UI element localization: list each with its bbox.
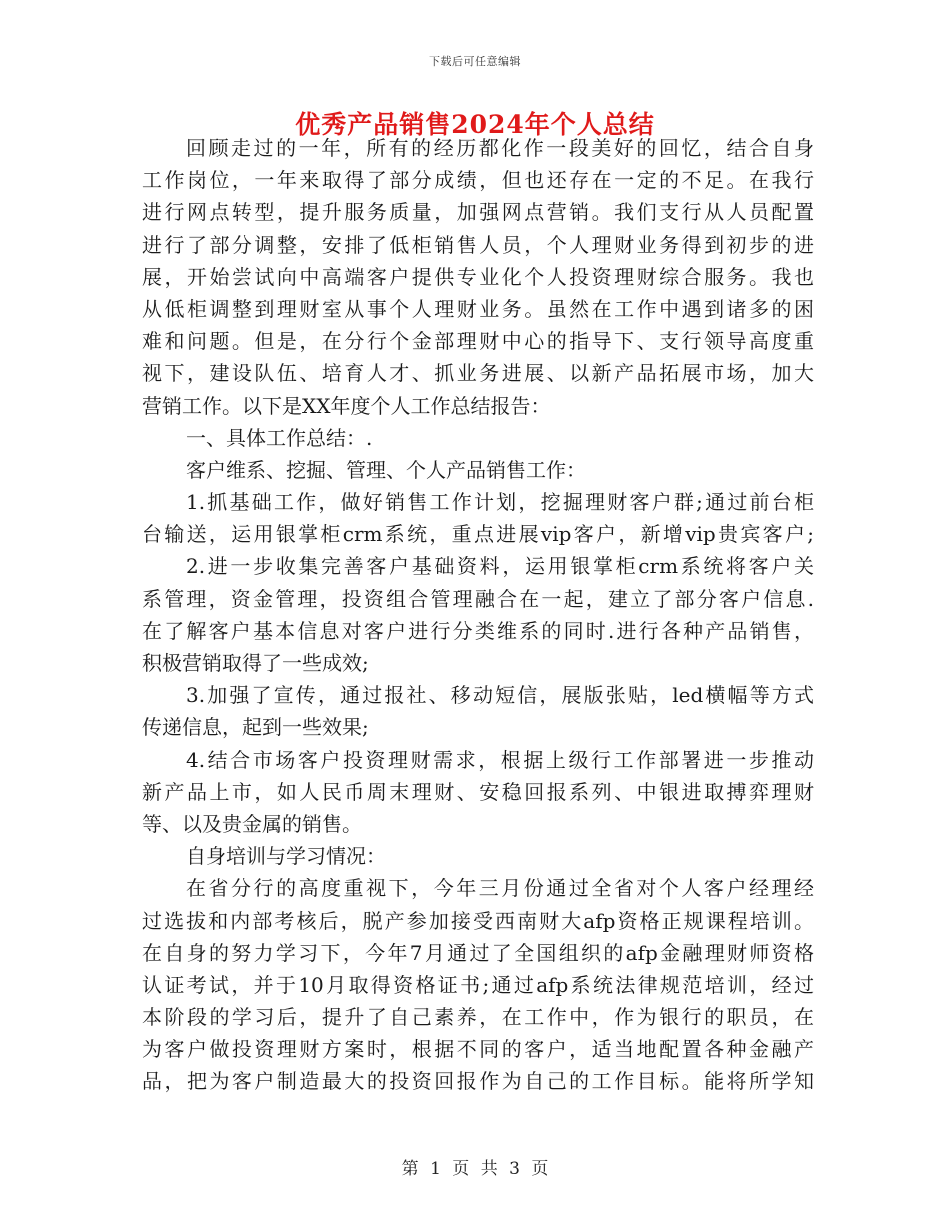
body-line: 营销工作。以下是XX年度个人工作总结报告： xyxy=(142,393,551,418)
body-line: 新产品上市，如人民币周末理财、安稳回报系列、中银进取搏弈理财 xyxy=(142,779,814,804)
body-line: 客户维系、挖掘、管理、个人产品销售工作： xyxy=(186,457,586,482)
body-line: 1.抓基础工作，做好销售工作计划，挖掘理财客户群;通过前台柜 xyxy=(186,490,814,515)
body-line: 从低柜调整到理财室从事个人理财业务。虽然在工作中遇到诸多的困 xyxy=(142,296,814,321)
body-line: 3.加强了宣传，通过报社、移动短信，展版张贴，led横幅等方式 xyxy=(186,683,814,708)
body-line: 视下，建设队伍、培育人才、抓业务进展、以新产品拓展市场，加大 xyxy=(142,361,814,386)
body-line: 本阶段的学习后，提升了自己素养，在工作中，作为银行的职员，在 xyxy=(142,1005,814,1030)
body-line: 台输送，运用银掌柜crm系统，重点进展vip客户，新增vip贵宾客户; xyxy=(142,522,814,547)
body-line: 等、以及贵金属的销售。 xyxy=(142,811,362,836)
body-line: 2.进一步收集完善客户基础资料，运用银掌柜crm系统将客户关 xyxy=(186,554,814,579)
body-line: 过选拔和内部考核后，脱产参加接受西南财大afp资格正规课程培训。 xyxy=(142,908,814,933)
body-line: 在自身的努力学习下，今年7月通过了全国组织的afp金融理财师资格 xyxy=(142,940,814,965)
header-note: 下载后可任意编辑 xyxy=(429,55,521,68)
body-line: 品，把为客户制造最大的投资回报作为自己的工作目标。能将所学知 xyxy=(142,1069,814,1094)
body-line: 积极营销取得了一些成效; xyxy=(142,651,369,675)
body-line: 系管理，资金管理，投资组合管理融合在一起，建立了部分客户信息. xyxy=(142,586,814,611)
document-title: 优秀产品销售2024年个人总结 xyxy=(295,110,655,139)
body-line: 回顾走过的一年，所有的经历都化作一段美好的回忆，结合自身 xyxy=(186,136,814,160)
body-line: 一、具体工作总结：. xyxy=(186,425,373,450)
body-line: 4.结合市场客户投资理财需求，根据上级行工作部署进一步推动 xyxy=(186,747,814,772)
body-line: 进行网点转型，提升服务质量，加强网点营销。我们支行从人员配置 xyxy=(142,200,814,225)
body-line: 认证考试，并于10月取得资格证书;通过afp系统法律规范培训，经过 xyxy=(142,972,814,997)
document-body xyxy=(142,132,814,1098)
body-line: 展，开始尝试向中高端客户提供专业化个人投资理财综合服务。我也 xyxy=(142,264,814,289)
body-line: 工作岗位，一年来取得了部分成绩，但也还存在一定的不足。在我行 xyxy=(142,168,814,193)
body-line: 在了解客户基本信息对客户进行分类维系的同时.进行各种产品销售， xyxy=(142,618,814,643)
body-line: 难和问题。但是，在分行个金部理财中心的指导下、支行领导高度重 xyxy=(142,329,814,354)
body-line: 进行了部分调整，安排了低柜销售人员，个人理财业务得到初步的进 xyxy=(142,232,814,257)
body-line: 在省分行的高度重视下，今年三月份通过全省对个人客户经理经 xyxy=(186,876,814,901)
body-line: 为客户做投资理财方案时，根据不同的客户，适当地配置各种金融产 xyxy=(142,1037,814,1062)
body-line: 传递信息，起到一些效果; xyxy=(142,715,369,740)
page-number-footer: 第 1 页 共 3 页 xyxy=(401,1159,549,1179)
body-line: 自身培训与学习情况： xyxy=(186,844,386,869)
